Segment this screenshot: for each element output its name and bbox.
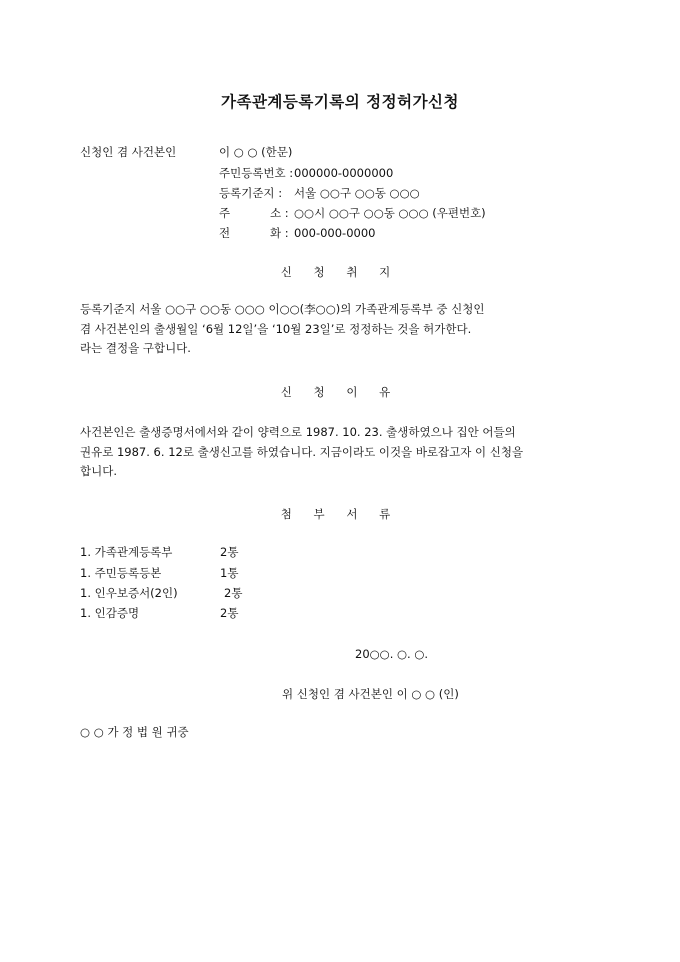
attachment-name: 1. 주민등록등본 <box>80 566 162 580</box>
purpose-line: 겸 사건본인의 출생월일 ‘6월 12일’을 ‘10월 23일’로 정정하는 것을 허가한다. <box>80 321 472 336</box>
purpose-paragraph <box>80 300 598 359</box>
rrn-label: 주민등록번호 : <box>219 166 294 180</box>
base-value: 서울 ○○구 ○○동 ○○○ <box>294 186 420 200</box>
reason-heading: 신 청 이 유 <box>280 385 400 399</box>
reason-line: 합니다. <box>80 464 117 478</box>
address-label-second: 소 : <box>270 206 289 220</box>
attachment-name: 1. 가족관계등록부 <box>80 545 173 559</box>
reason-line: 사건본인은 출생증명서에서와 같이 양력으로 1987. 10. 23. 출생하였으나 집안 어들의 <box>80 425 516 439</box>
document-title: 가족관계등록기록의 정정허가신청 <box>221 93 459 111</box>
phone-label-first: 전 <box>219 226 231 240</box>
reason-paragraph <box>80 423 598 482</box>
attachment-count: 1통 <box>220 566 239 580</box>
address-label-first: 주 <box>219 206 231 220</box>
date: 20○○. ○. ○. <box>355 647 429 661</box>
attachment-name: 1. 인우보증서(2인) <box>80 586 178 600</box>
purpose-line: 등록기준지 서울 ○○구 ○○동 ○○○ 이○○(李○○)의 가족관계등록부 중 신청인 <box>80 302 485 316</box>
attachment-count: 2통 <box>224 586 243 600</box>
attachment-name: 1. 인감증명 <box>80 606 140 620</box>
applicant-name: 이 ○ ○ (한문) <box>219 145 293 159</box>
reason-line: 권유로 1987. 6. 12로 출생신고를 하였습니다. 지금이라도 이것을 바로잡고자 이 신청을 <box>80 444 524 459</box>
rrn-value: 000000-0000000 <box>294 166 394 180</box>
address-value: ○○시 ○○구 ○○동 ○○○ (우편번호) <box>294 206 486 220</box>
purpose-line: 라는 결정을 구합니다. <box>80 341 191 355</box>
base-label: 등록기준지 : <box>219 186 283 200</box>
phone-value: 000-000-0000 <box>294 226 376 240</box>
phone-label-second: 화 : <box>270 226 289 240</box>
applicant-label: 신청인 겸 사건본인 <box>80 145 177 159</box>
purpose-heading: 신 청 취 지 <box>280 265 400 279</box>
attachment-count: 2통 <box>220 606 239 620</box>
attachments-heading: 첨 부 서 류 <box>280 507 400 521</box>
attachment-count: 2통 <box>220 545 239 559</box>
signature-line: 위 신청인 겸 사건본인 이 ○ ○ (인) <box>282 687 459 701</box>
court-addressee: ○ ○ 가 정 법 원 귀중 <box>80 725 189 739</box>
